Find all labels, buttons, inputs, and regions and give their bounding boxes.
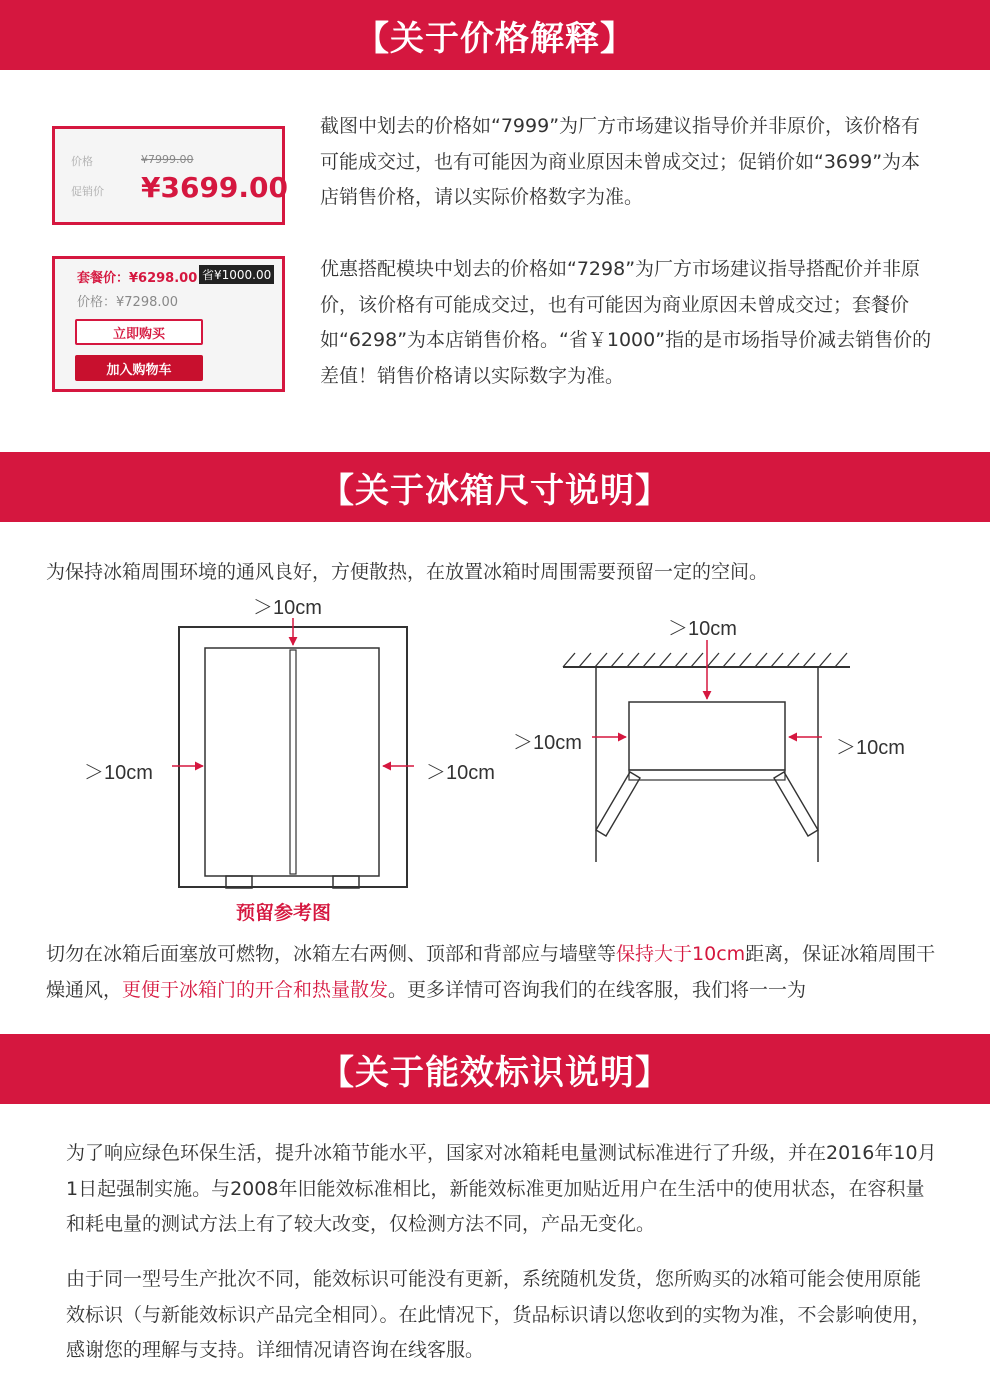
promo-price: ¥3699.00: [141, 171, 289, 204]
right-clearance-label: ＞10cm: [426, 762, 495, 784]
buy-now-button[interactable]: 立即购买: [75, 319, 203, 345]
price-explanation-2: 优惠搭配模块中划去的价格如“7298”为厂方市场建议指导搭配价并非原价，该价格有可能成交过，也有可能因为商业原因未曾成交过；套餐价如“6298”为本店销售价格。“省￥1000”指的是市场指导价减去销售价的差值！销售价格请以实际数字为准。: [320, 258, 932, 387]
top-view-diagram: [563, 640, 850, 862]
size-section-title: 【关于冰箱尺寸说明】: [0, 452, 990, 522]
back-clearance-label: ＞10cm: [668, 618, 737, 640]
price-explanation-1: 截图中划去的价格如“7999”为厂方市场建议指导价并非原价，该价格有可能成交过，也有可能因为商业原因未曾成交过；促销价如“3699”为本店销售价格，请以实际价格数字为准。: [320, 115, 921, 208]
top-clearance-label: ＞10cm: [253, 597, 322, 619]
size-note-highlight-1: 保持大于10cm: [616, 943, 746, 965]
price-label: 价格: [71, 155, 93, 168]
size-intro: 为保持冰箱周围环境的通风良好，方便散热，在放置冰箱时周围需要预留一定的空间。: [46, 561, 769, 583]
front-view-diagram: [172, 618, 414, 888]
side-clearance-label-right: ＞10cm: [836, 737, 905, 759]
size-note-text-3: 。更多详情可咨询我们的在线客服，我们将一一为: [388, 978, 807, 1001]
price-section-title: 【关于价格解释】: [0, 0, 990, 70]
bundle-original-price: 价格：¥7298.00: [77, 295, 179, 310]
add-to-cart-button[interactable]: 加入购物车: [75, 355, 203, 381]
size-note-highlight-2: 更便于冰箱门的开合和热量散发: [122, 978, 389, 1001]
promo-price-label: 促销价: [71, 185, 104, 198]
diagram-caption: 预留参考图: [236, 902, 332, 924]
energy-section-title: 【关于能效标识说明】: [0, 1034, 990, 1104]
left-clearance-label: ＞10cm: [84, 762, 153, 784]
size-note-text-2: 距离，保证冰箱周围干燥通风，: [46, 943, 936, 1001]
energy-explanation-1: 为了响应绿色环保生活，提升冰箱节能水平，国家对冰箱耗电量测试标准进行了升级，并在2016年10月1日起强制实施。与2008年旧能效标准相比，新能效标准更加贴近用户在生活中的使用状态，在容积量和耗电量的测试方法上有了较大改变，仅检测方法不同，产品无变化。: [66, 1142, 937, 1235]
energy-explanation-2: 由于同一型号生产批次不同，能效标识可能没有更新，系统随机发货，您所购买的冰箱可能会使用原能效标识（与新能效标识产品完全相同）。在此情况下，货品标识请以您收到的实物为准，不会影响使用，感谢您的理解与支持。详细情况请咨询在线客服。: [66, 1268, 931, 1361]
size-note: [46, 937, 951, 1008]
size-note-text-1: 切勿在冰箱后面塞放可燃物，冰箱左右两侧、顶部和背部应与墙壁等: [46, 943, 617, 965]
save-badge: 省¥1000.00: [199, 265, 274, 284]
original-price: ¥7999.00: [141, 153, 194, 166]
side-clearance-label-left: ＞10cm: [513, 732, 582, 754]
bundle-price: 套餐价：¥6298.00: [77, 271, 198, 286]
